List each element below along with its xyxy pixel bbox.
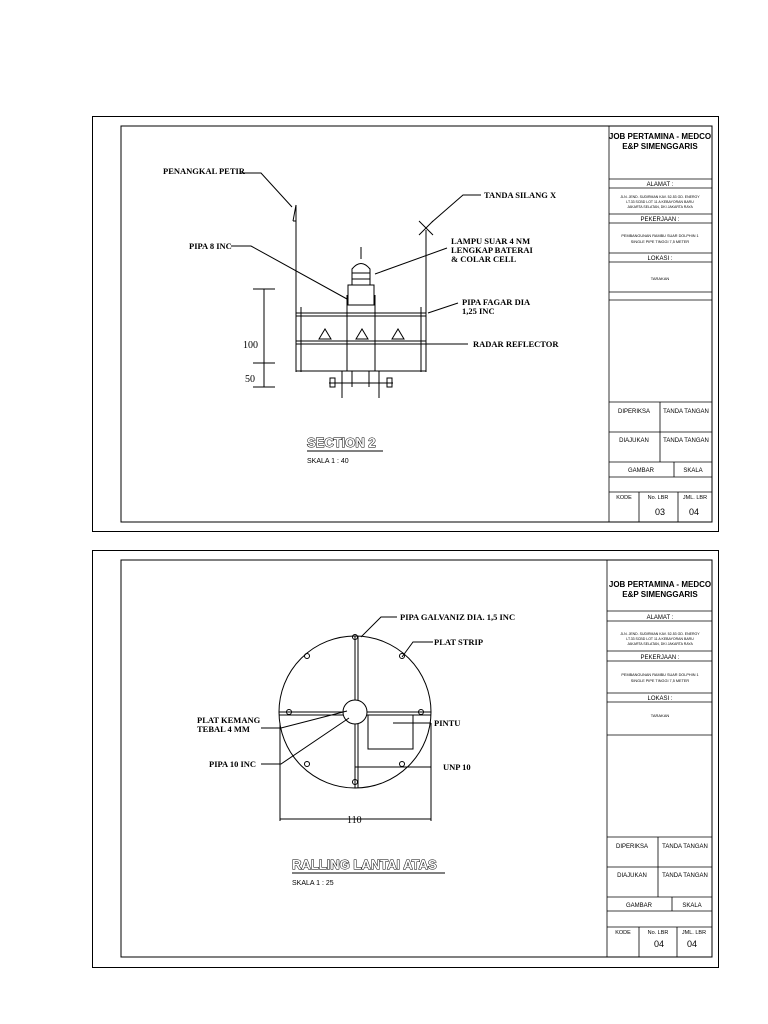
pekerjaan-line-2: SINGLE PIPE TINGGI 7,5 METER — [630, 240, 690, 244]
alamat-line-3: JAKARTA SELATAN, DKI JAKARTA RAYA — [627, 205, 693, 209]
dimension-110: 110 — [347, 815, 362, 826]
diajukan-label: DIAJUKAN — [619, 438, 649, 444]
section-title: SECTION 2 — [307, 435, 376, 450]
sheet-1-canvas — [93, 117, 718, 531]
label-plat-kemang-1: PLAT KEMANG — [197, 715, 261, 725]
label-pipa-10: PIPA 10 INC — [209, 759, 257, 769]
label-pipa-8: PIPA 8 INC — [189, 241, 232, 251]
alamat-line-2: LT.33 SCBD LOT 11 A KEBAYORAN BARU — [626, 200, 694, 204]
gambar-label: GAMBAR — [627, 468, 655, 474]
alamat-line-3: JAKARTA SELATAN, DKI JAKARTA RAYA — [627, 642, 693, 646]
skala-label: SKALA — [683, 468, 703, 474]
no-lbr-value: 03 — [654, 507, 666, 517]
dimension-100: 100 — [243, 340, 258, 351]
kode-label: KODE — [616, 495, 632, 501]
no-lbr-label: No. LBR — [647, 930, 669, 936]
pekerjaan-line-1: PEMBANGUNAN RAMBU SUAR DOLPHIN 1 — [621, 673, 699, 677]
tanda-tangan-label-1: TANDA TANGAN — [663, 409, 709, 415]
label-plat-strip: PLAT STRIP — [434, 637, 484, 647]
pekerjaan-line-2: SINGLE PIPE TINGGI 7,5 METER — [630, 679, 690, 683]
lokasi-label: LOKASI : — [647, 696, 673, 702]
alamat-line-1: JLN. JEND. SUDIRMAN KAV. 52-53 GD. ENERGY — [620, 195, 700, 199]
skala-label: SKALA — [682, 903, 702, 909]
label-pipa-fagar-2: 1,25 INC — [462, 306, 495, 316]
jml-lbr-label: JML. LBR — [681, 930, 707, 936]
ralling-lantai-atas-drawing — [261, 617, 433, 821]
tanda-tangan-label-2: TANDA TANGAN — [663, 438, 709, 444]
alamat-line-2: LT.33 SCBD LOT 11 A KEBAYORAN BARU — [626, 637, 694, 641]
lokasi-label: LOKASI : — [647, 256, 673, 262]
label-unp-10: UNP 10 — [443, 762, 471, 772]
drawing-sheet-ralling-lantai-atas — [92, 550, 719, 968]
alamat-label: ALAMAT : — [646, 615, 674, 621]
tanda-tangan-label-1: TANDA TANGAN — [662, 844, 708, 850]
label-lampu-1: LAMPU SUAR 4 NM — [451, 236, 531, 246]
alamat-label: ALAMAT : — [646, 182, 674, 188]
label-penangkal-petir: PENANGKAL PETIR — [163, 166, 245, 176]
dimension-50: 50 — [245, 374, 255, 385]
company-line-2: E&P SIMENGGARIS — [622, 142, 698, 151]
label-plat-kemang-2: TEBAL 4 MM — [197, 724, 250, 734]
label-lampu-3: & COLAR CELL — [451, 254, 517, 264]
diperiksa-label: DIPERIKSA — [615, 844, 649, 850]
section-2-drawing — [231, 173, 481, 398]
lokasi-value: TARAKAN — [650, 713, 670, 718]
company-line-1: JOB PERTAMINA - MEDCO — [608, 132, 712, 141]
diperiksa-label: DIPERIKSA — [617, 409, 651, 415]
jml-lbr-value: 04 — [688, 507, 700, 517]
label-radar-reflector: RADAR REFLECTOR — [473, 339, 559, 349]
pekerjaan-label: PEKERJAAN : — [640, 217, 680, 223]
label-tanda-silang: TANDA SILANG X — [484, 190, 557, 200]
label-pipa-fagar-1: PIPA FAGAR DIA — [462, 297, 531, 307]
company-line-2: E&P SIMENGGARIS — [622, 590, 698, 599]
company-line-1: JOB PERTAMINA - MEDCO — [608, 580, 712, 589]
gambar-label: GAMBAR — [625, 903, 653, 909]
section-scale: SKALA 1 : 25 — [292, 880, 334, 887]
label-pintu: PINTU — [434, 718, 461, 728]
sheet-2-canvas — [93, 551, 718, 967]
pekerjaan-line-1: PEMBANGUNAN RAMBU SUAR DOLPHIN 1 — [621, 234, 699, 238]
drawing-frame — [121, 126, 712, 522]
no-lbr-label: No. LBR — [647, 495, 669, 501]
pekerjaan-label: PEKERJAAN : — [640, 655, 680, 661]
tanda-tangan-label-2: TANDA TANGAN — [662, 873, 708, 879]
jml-lbr-label: JML. LBR — [682, 495, 708, 501]
alamat-line-1: JLN. JEND. SUDIRMAN KAV. 52-53 GD. ENERGY — [620, 632, 700, 636]
section-scale: SKALA 1 : 40 — [307, 458, 349, 465]
drawing-sheet-section-2 — [92, 116, 719, 532]
jml-lbr-value: 04 — [686, 939, 698, 949]
label-lampu-2: LENGKAP BATERAI — [451, 245, 533, 255]
label-pipa-galvaniz: PIPA GALVANIZ DIA. 1,5 INC — [400, 612, 516, 622]
section-title: RALLING LANTAI ATAS — [292, 857, 437, 872]
kode-label: KODE — [615, 930, 631, 936]
no-lbr-value: 04 — [653, 939, 665, 949]
lokasi-value: TARAKAN — [650, 276, 670, 281]
diajukan-label: DIAJUKAN — [617, 873, 647, 879]
